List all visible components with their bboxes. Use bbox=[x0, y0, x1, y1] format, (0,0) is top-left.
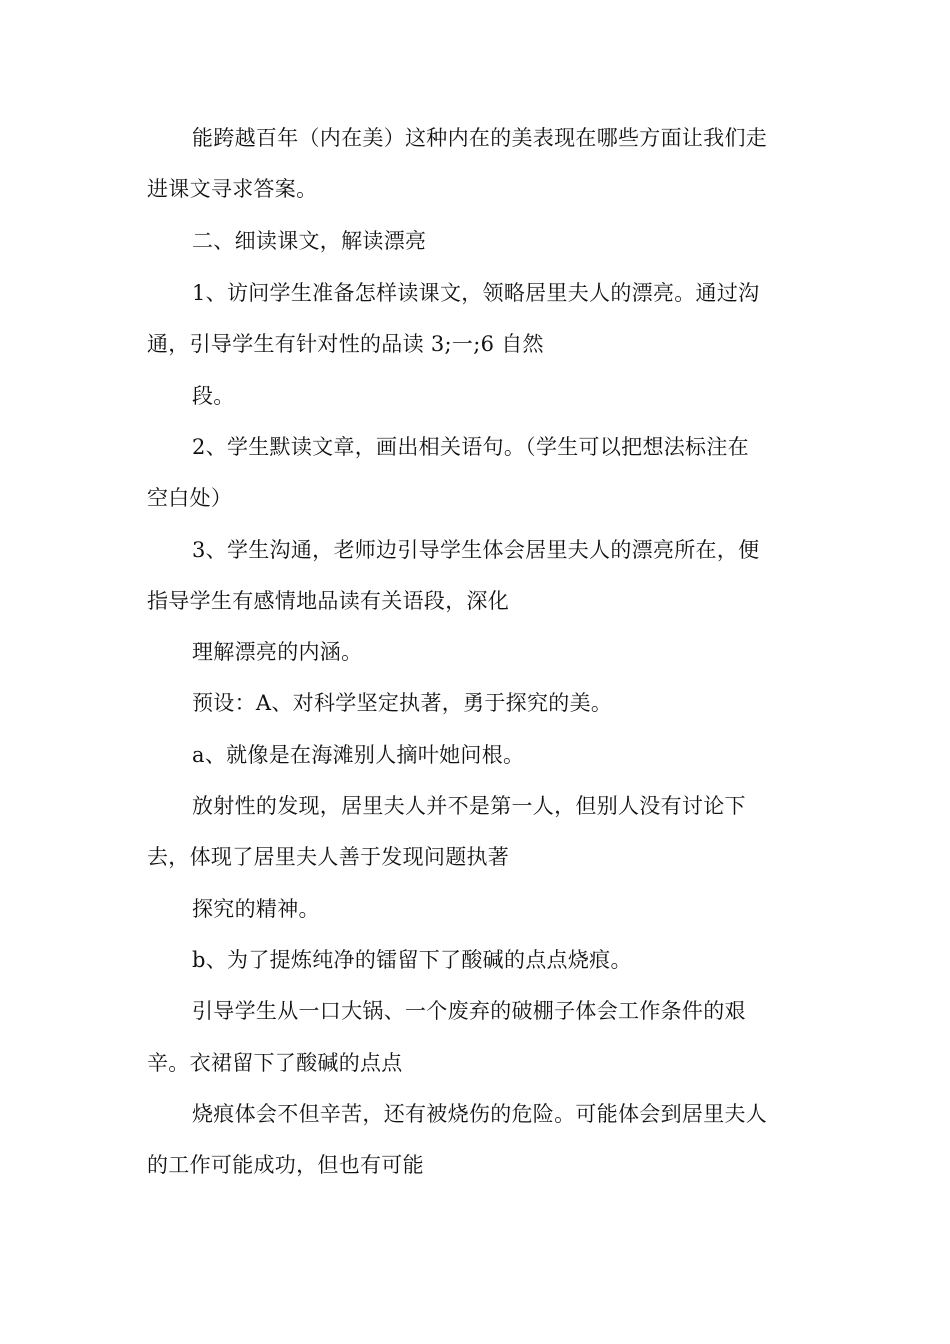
paragraph-line: 指导学生有感情地品读有关语段，深化 bbox=[147, 589, 510, 613]
section-heading: 二、细读课文，解读漂亮 bbox=[192, 229, 427, 253]
paragraph-line: 引导学生从一口大锅、一个废弃的破棚子体会工作条件的艰 bbox=[192, 999, 746, 1023]
paragraph-line: b、为了提炼纯净的镭留下了酸碱的点点烧痕。 bbox=[192, 948, 632, 972]
paragraph-line: 空白处） bbox=[147, 486, 233, 510]
paragraph-line: 放射性的发现，居里夫人并不是第一人，但别人没有讨论下 bbox=[192, 794, 746, 818]
paragraph-line: 探究的精神。 bbox=[192, 897, 320, 921]
paragraph-line: 能跨越百年（内在美）这种内在的美表现在哪些方面让我们走 bbox=[192, 126, 768, 150]
paragraph-line: 进课文寻求答案。 bbox=[147, 177, 318, 201]
paragraph-line: 1、访问学生准备怎样读课文，领略居里夫人的漂亮。通过沟 bbox=[192, 281, 760, 305]
paragraph-line: a、就像是在海滩别人摘叶她问根。 bbox=[192, 743, 525, 767]
paragraph-line: 理解漂亮的内涵。 bbox=[192, 640, 363, 664]
paragraph-line: 烧痕体会不但辛苦，还有被烧伤的危险。可能体会到居里夫人 bbox=[192, 1102, 768, 1126]
paragraph-line: 2、学生默读文章，画出相关语句。（学生可以把想法标注在 bbox=[192, 435, 749, 459]
paragraph-line: 3、学生沟通，老师边引导学生体会居里夫人的漂亮所在，便 bbox=[192, 538, 760, 562]
paragraph-line: 去，体现了居里夫人善于发现问题执著 bbox=[147, 845, 510, 869]
paragraph-line: 段。 bbox=[192, 384, 235, 408]
paragraph-line: 通，引导学生有针对性的品读 3;一;6 自然 bbox=[147, 332, 544, 356]
paragraph-line: 预设：A、对科学坚定执著，勇于探究的美。 bbox=[192, 691, 613, 715]
paragraph-line: 辛。衣裙留下了酸碱的点点 bbox=[147, 1051, 403, 1075]
paragraph-line: 的工作可能成功，但也有可能 bbox=[147, 1153, 424, 1177]
